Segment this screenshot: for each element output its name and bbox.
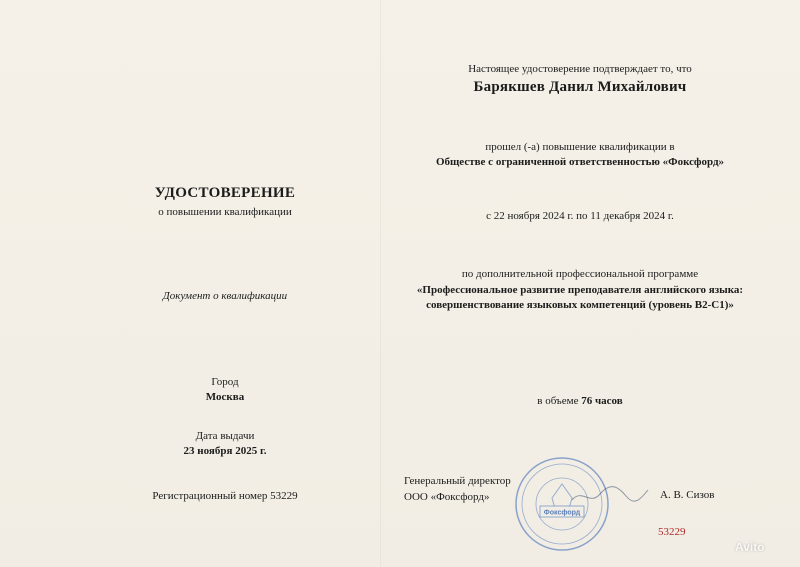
- training-period: с 22 ноября 2024 г. по 11 декабря 2024 г.: [486, 210, 674, 222]
- issue-date-label: Дата выдачи: [195, 430, 255, 442]
- volume-value: 76 часов: [581, 395, 623, 407]
- training-volume: [370, 395, 790, 407]
- volume-prefix: в объеме: [537, 395, 579, 407]
- stamp-text: Фоксфорд: [543, 509, 581, 517]
- registration-number-red: 53229: [658, 526, 686, 538]
- avito-watermark: Avito: [735, 540, 765, 554]
- holder-name: Барякшев Данил Михайлович: [473, 79, 687, 95]
- registration-number: Регистрационный номер 53229: [152, 490, 298, 502]
- signer-position-line2: ООО «Фоксфорд»: [404, 491, 490, 503]
- city-label: Город: [211, 376, 239, 388]
- signer-name: А. В. Сизов: [660, 489, 715, 501]
- certificate-intro: Настоящее удостоверение подтверждает то, что: [468, 63, 692, 75]
- program-intro: по дополнительной профессиональной программе: [461, 268, 699, 280]
- passed-text: прошел (-а) повышение квалификации в: [485, 141, 675, 153]
- handwritten-signature: [570, 478, 650, 508]
- document-subtitle: о повышении квалификации: [158, 206, 292, 218]
- program-title-line2: совершенствование языковых компетенций (уровень В2-С1)»: [426, 299, 734, 311]
- issue-date-value: 23 ноября 2025 г.: [183, 445, 267, 457]
- document-title: УДОСТОВЕРЕНИЕ: [154, 185, 296, 201]
- organization-name: Обществе с ограниченной ответственностью «Фоксфорд»: [435, 156, 725, 168]
- signer-position-line1: Генеральный директор: [404, 475, 511, 487]
- city-value: Москва: [205, 391, 245, 403]
- document-type: Документ о квалификации: [162, 290, 288, 302]
- program-title-line1: «Профессиональное развитие преподавателя английского языка:: [416, 284, 744, 296]
